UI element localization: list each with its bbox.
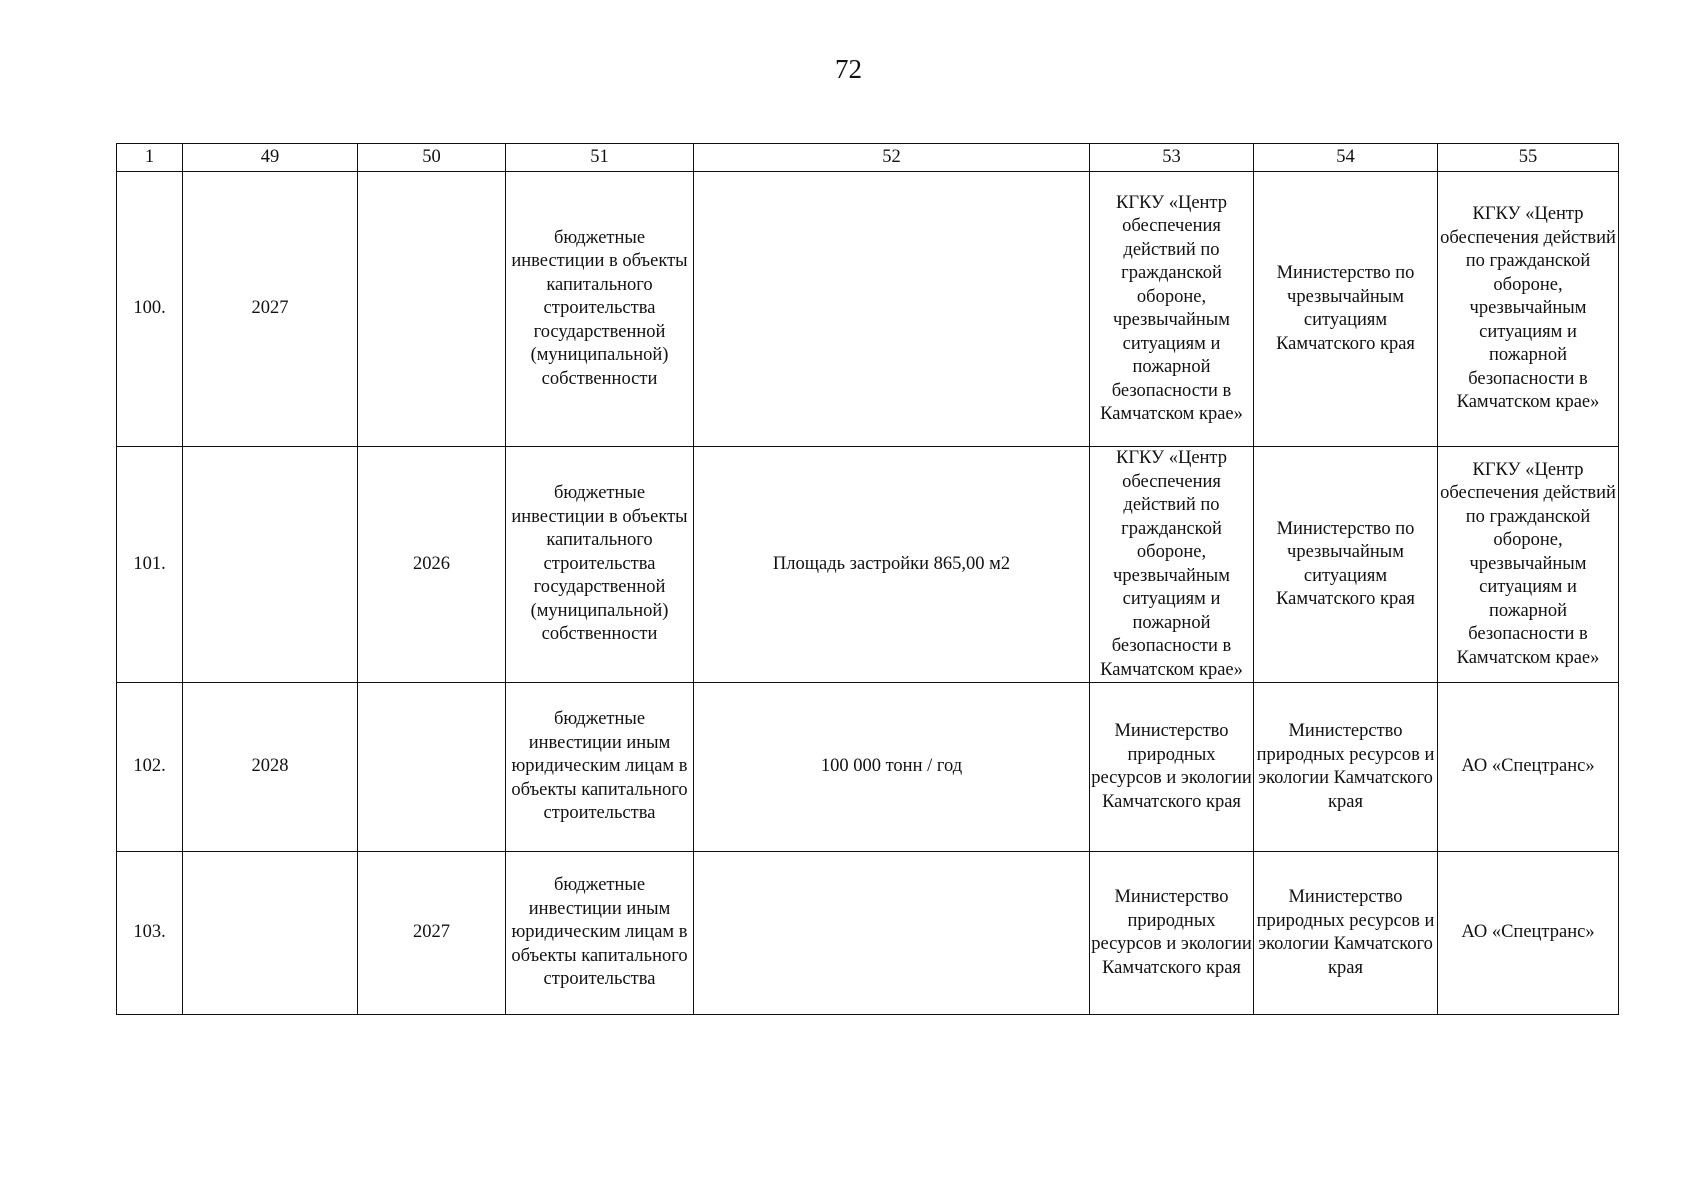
table-cell: АО «Спецтранс» — [1438, 852, 1619, 1015]
table-cell: Министерство природных ресурсов и экологии Камчатского края — [1254, 852, 1438, 1015]
table-cell: 2028 — [183, 683, 358, 852]
page-number: 72 — [835, 54, 862, 84]
table-cell: бюджетные инвестиции иным юридическим лицам в объекты капитального строительства — [506, 683, 694, 852]
table-cell — [694, 852, 1090, 1015]
column-header: 53 — [1090, 144, 1254, 172]
header-row — [117, 144, 1619, 172]
data-table — [116, 143, 1619, 1015]
column-header: 52 — [694, 144, 1090, 172]
table-row — [117, 172, 1619, 447]
row-number-cell: 103. — [117, 852, 183, 1015]
table-cell: бюджетные инвестиции в объекты капитального строительства государственной (муниципальной) собственности — [506, 447, 694, 683]
table-cell: 2027 — [358, 852, 506, 1015]
table-cell — [694, 172, 1090, 447]
table-cell: КГКУ «Центр обеспечения действий по гражданской обороне, чрезвычайным ситуациям и пожарной безопасности в Камчатском крае» — [1090, 172, 1254, 447]
table-row — [117, 683, 1619, 852]
table-cell: Министерство по чрезвычайным ситуациям Камчатского края — [1254, 172, 1438, 447]
column-header: 1 — [117, 144, 183, 172]
table-cell: АО «Спецтранс» — [1438, 683, 1619, 852]
table-cell: КГКУ «Центр обеспечения действий по гражданской обороне, чрезвычайным ситуациям и пожарной безопасности в Камчатском крае» — [1090, 447, 1254, 683]
table-cell — [358, 683, 506, 852]
table-cell — [183, 852, 358, 1015]
table-cell: 100 000 тонн / год — [694, 683, 1090, 852]
column-header: 54 — [1254, 144, 1438, 172]
table-cell: бюджетные инвестиции в объекты капитального строительства государственной (муниципальной) собственности — [506, 172, 694, 447]
table-cell — [358, 172, 506, 447]
table-cell: КГКУ «Центр обеспечения действий по гражданской обороне, чрезвычайным ситуациям и пожарной безопасности в Камчатском крае» — [1438, 172, 1619, 447]
column-header: 55 — [1438, 144, 1619, 172]
row-number-cell: 102. — [117, 683, 183, 852]
table-cell: Министерство природных ресурсов и экологии Камчатского края — [1254, 683, 1438, 852]
row-number-cell: 100. — [117, 172, 183, 447]
table-cell: КГКУ «Центр обеспечения действий по гражданской обороне, чрезвычайным ситуациям и пожарной безопасности в Камчатском крае» — [1438, 447, 1619, 683]
table-row — [117, 852, 1619, 1015]
table-cell: бюджетные инвестиции иным юридическим лицам в объекты капитального строительства — [506, 852, 694, 1015]
table-cell: Площадь застройки 865,00 м2 — [694, 447, 1090, 683]
column-header: 51 — [506, 144, 694, 172]
table-cell: 2027 — [183, 172, 358, 447]
column-header: 49 — [183, 144, 358, 172]
row-number-cell: 101. — [117, 447, 183, 683]
table-cell: Министерство природных ресурсов и экологии Камчатского края — [1090, 852, 1254, 1015]
column-header: 50 — [358, 144, 506, 172]
table-row — [117, 447, 1619, 683]
table-cell — [183, 447, 358, 683]
table-cell: 2026 — [358, 447, 506, 683]
table-cell: Министерство природных ресурсов и экологии Камчатского края — [1090, 683, 1254, 852]
table-cell: Министерство по чрезвычайным ситуациям Камчатского края — [1254, 447, 1438, 683]
